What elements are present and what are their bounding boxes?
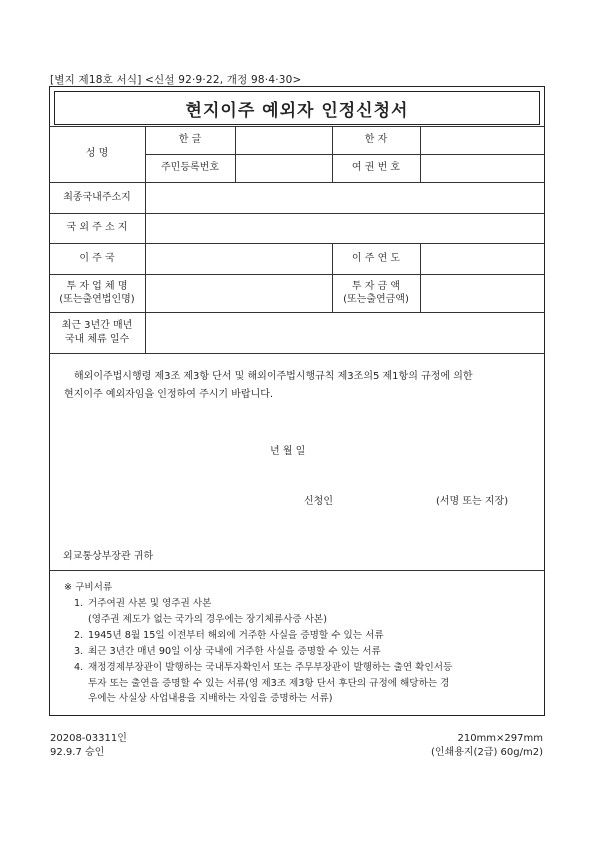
form-number: 20208-03311인	[50, 733, 127, 744]
investment-label-line1: 투 자 금 액	[351, 280, 401, 292]
investment-field[interactable]	[420, 274, 545, 312]
passport-label: 여 권 번 호	[351, 162, 401, 174]
form-title: 현지이주 예외자 인정신청서	[185, 100, 409, 121]
footer-right	[431, 732, 543, 759]
list-item: 투자 또는 출연을 증명할 수 있는 서류(영 제3조 제3항 단서 후단의 규정에 해당하는 경	[88, 677, 450, 689]
hangul-label: 한 글	[178, 134, 202, 146]
stay-label-line1: 최근 3년간 매년	[61, 320, 133, 331]
emigration-year-label: 이 주 연 도	[351, 252, 401, 264]
required-documents	[64, 580, 538, 707]
list-item: 2. 1945년 8월 15일 이전부터 해외에 거주한 사실을 증명할 수 있는 서류	[74, 629, 384, 641]
applicant-label: 신청인	[304, 496, 333, 507]
last-address-label: 최종국내주소지	[63, 191, 131, 203]
table-bottom-line	[49, 353, 545, 354]
last-address-field[interactable]	[145, 182, 545, 213]
addressee: 외교통상부장관 귀하	[63, 551, 154, 562]
hanja-field[interactable]	[420, 126, 545, 154]
stay-days-label	[49, 312, 145, 353]
investment-label-line2: (또는출연금액)	[343, 294, 409, 305]
name-label: 성 명	[85, 148, 109, 160]
company-field[interactable]	[145, 274, 332, 312]
company-label-line2: (또는출연법인명)	[59, 294, 135, 305]
emigration-country-label: 이 주 국	[79, 252, 115, 264]
paper-size: 210mm×297mm	[457, 733, 543, 744]
paper-spec: (인쇄용지(2급) 60g/m2)	[431, 746, 543, 758]
statement-line-1: 해외이주법시행령 제3조 제3항 단서 및 해외이주법시행규칙 제3조의5 제1항의 규정에 의한	[74, 371, 473, 382]
date-line[interactable]: 년 월 일	[270, 446, 306, 457]
requirements-top-line	[49, 570, 545, 571]
statement-line-2: 현지이주 예외자임을 인정하여 주시기 바랍니다.	[64, 388, 274, 400]
request-statement	[64, 368, 534, 403]
requirements-heading: ※ 구비서류	[64, 582, 113, 593]
footer-left	[50, 732, 127, 759]
hanja-label: 한 자	[364, 134, 388, 146]
investment-label	[332, 274, 420, 312]
stay-days-field[interactable]	[145, 312, 545, 353]
list-item: 3. 최근 3년간 매년 90일 이상 국내에 거주한 사실을 증명할 수 있는 서류	[74, 645, 381, 657]
overseas-address-field[interactable]	[145, 213, 545, 243]
stay-label-line2: 국내 체류 일수	[64, 333, 130, 345]
overseas-address-label: 국 외 주 소 지	[66, 222, 128, 234]
list-item: 1. 거주여권 사본 및 영주권 사본	[74, 597, 212, 609]
list-item: 우에는 사실상 사업내용을 지배하는 자임을 증명하는 서류)	[88, 693, 333, 705]
company-label	[49, 274, 145, 312]
rrn-field[interactable]	[235, 154, 332, 182]
hangul-field[interactable]	[235, 126, 332, 154]
company-label-line1: 투 자 업 체 명	[66, 280, 128, 292]
list-item: (영주권 제도가 없는 국가의 경우에는 장기체류사증 사본)	[88, 613, 327, 625]
rrn-label: 주민등록번호	[161, 162, 219, 174]
title-box	[54, 91, 540, 125]
form-header-note: [별지 제18호 서식] <신설 92·9·22, 개정 98·4·30>	[50, 74, 302, 86]
emigration-year-field[interactable]	[420, 243, 545, 274]
emigration-country-field[interactable]	[145, 243, 332, 274]
signature-label[interactable]: (서명 또는 지장)	[436, 496, 509, 507]
approval-date: 92.9.7 승인	[50, 746, 105, 758]
passport-field[interactable]	[420, 154, 545, 182]
list-item: 4. 재정경제부장관이 발행하는 국내투자확인서 또는 주무부장관이 발행하는 출연 확인서등	[74, 661, 453, 673]
